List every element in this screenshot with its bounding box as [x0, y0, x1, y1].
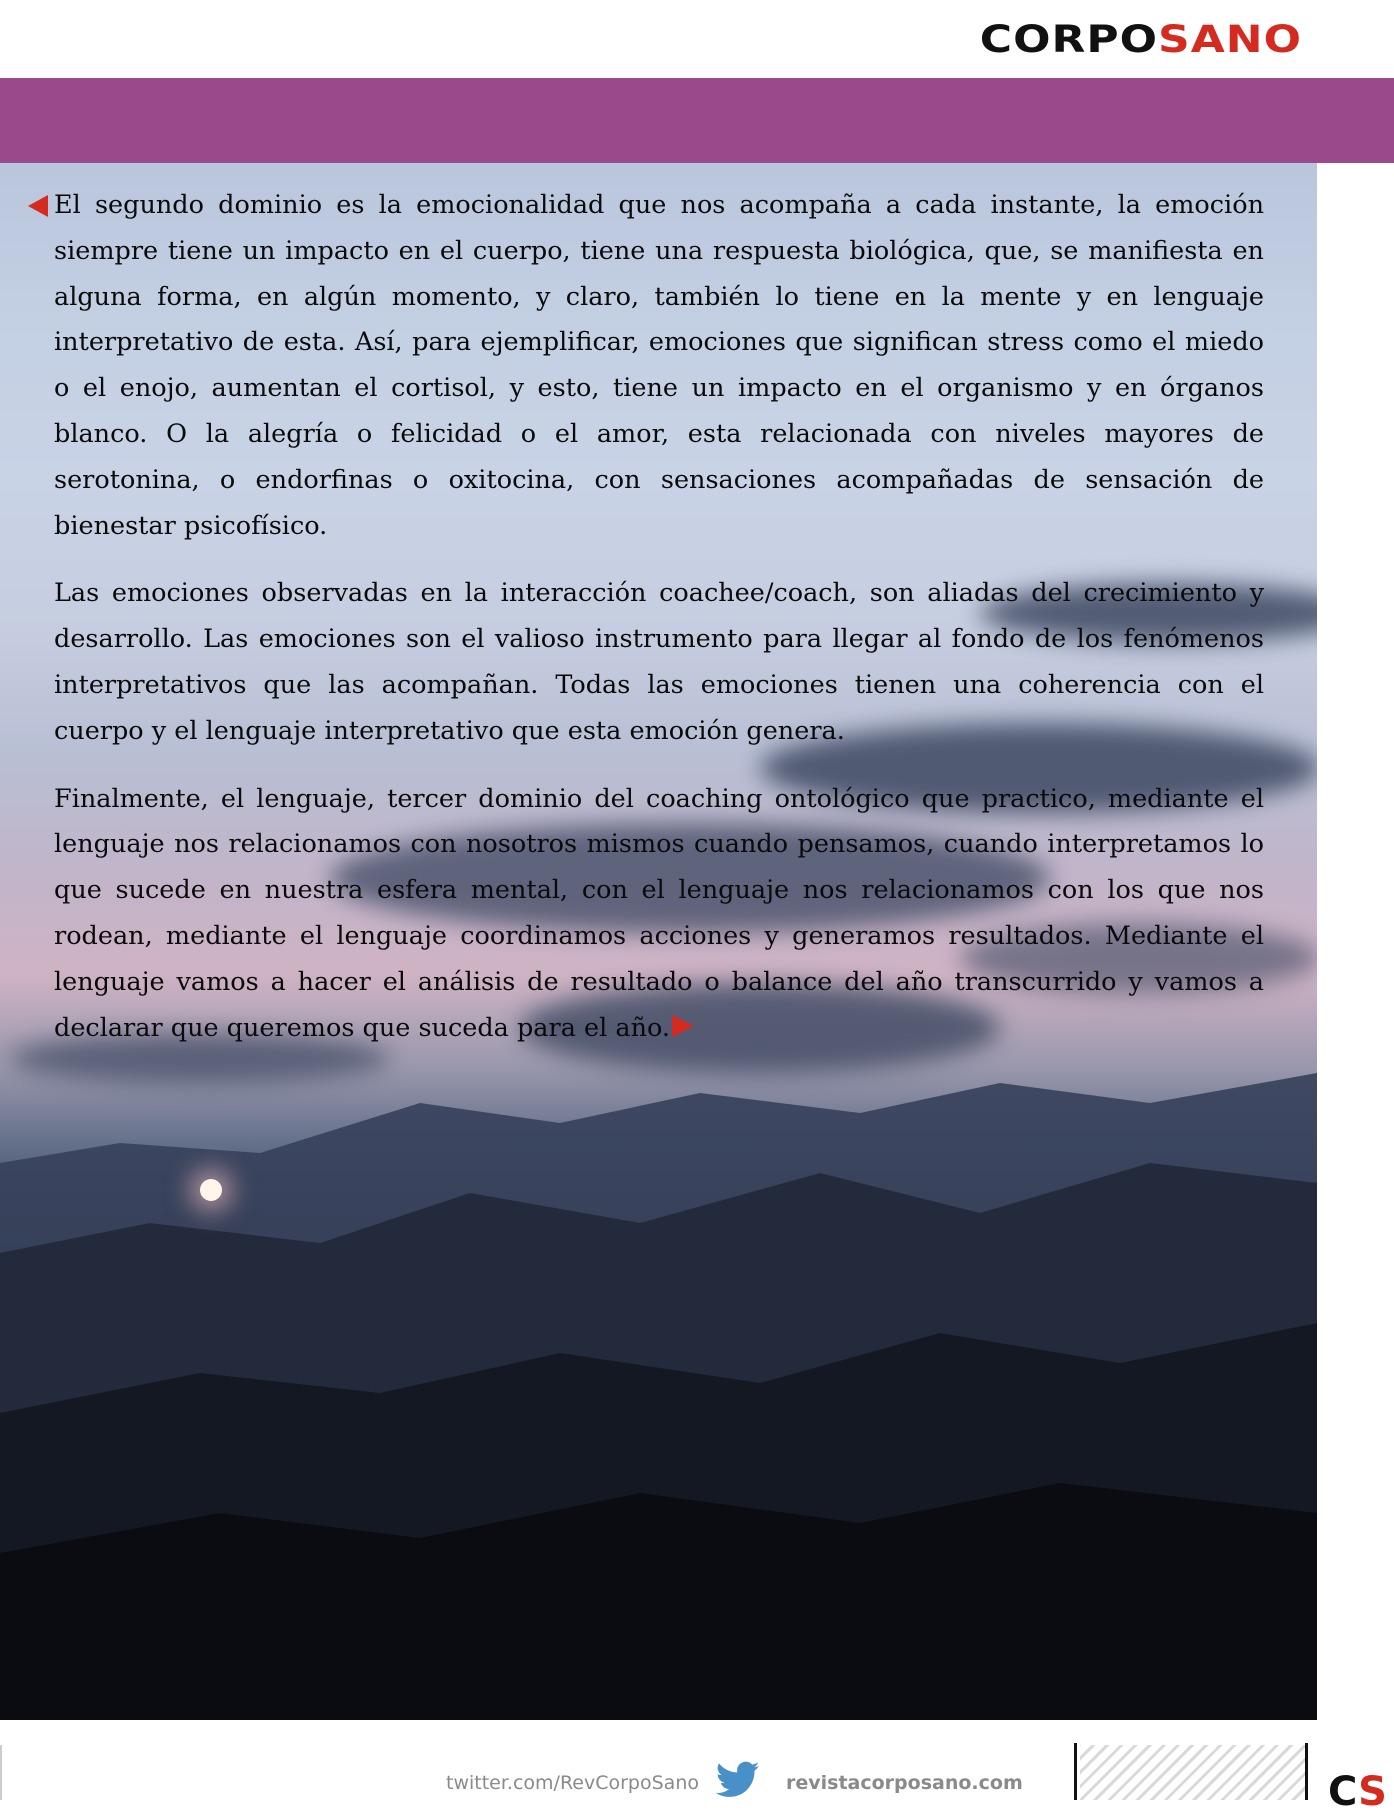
header-band — [0, 78, 1394, 163]
footer-stripes — [1080, 1745, 1305, 1800]
article-body — [54, 183, 1264, 1073]
footer-divider — [1074, 1743, 1077, 1800]
logo-sano: SANO — [1158, 18, 1302, 62]
cs-badge-logo — [1328, 1769, 1387, 1815]
footer-left-rule — [0, 1745, 2, 1800]
triangle-right-icon — [672, 1015, 694, 1037]
paragraph-1 — [54, 183, 1264, 549]
badge-c: C — [1328, 1769, 1359, 1815]
mountain-silhouette — [0, 993, 1317, 1720]
twitter-link[interactable]: twitter.com/RevCorpoSano — [446, 1772, 699, 1794]
paragraph-3 — [54, 777, 1264, 1052]
paragraph-2: Las emociones observadas en la interacción coachee/coach, son aliadas del crecimiento y desarrollo. Las emociones son el valioso instrumento para llegar al fondo de los fenómenos interpretativos que las acompañan. Todas las emociones tienen una coherencia con el cuerpo y el lenguaje interpretativo que esta emoción genera. — [54, 578, 1264, 746]
corposano-logo — [980, 18, 1302, 62]
website-link[interactable]: revistacorposano.com — [786, 1772, 1023, 1794]
triangle-left-icon — [28, 195, 48, 217]
paragraph-3-text: Finalmente, el lenguaje, tercer dominio del coaching ontológico que practico, mediante el lenguaje nos relacionamos con nosotros mismos cuando pensamos, cuando interpretamos lo que sucede en nuestra esfera mental, con el lenguaje nos relacionamos con los que nos rodean, mediante el lenguaje coordinamos acciones y generamos resultados. Mediante el lenguaje vamos a hacer el análisis de resultado o balance del año transcurrido y vamos a declarar que queremos que suceda para el año. — [54, 783, 1264, 1043]
footer-divider-2 — [1305, 1743, 1308, 1800]
logo-corpo: CORPO — [979, 18, 1159, 62]
sun — [200, 1179, 222, 1201]
badge-s: S — [1358, 1769, 1387, 1815]
paragraph-1-text: El segundo dominio es la emocionalidad que nos acompaña a cada instante, la emoción siempre tiene un impacto en el cuerpo, tiene una respuesta biológica, que, se manifiesta en alguna forma, en algún momento, y claro, también lo tiene en la mente y en lenguaje interpretativo de esta. Así, para ejemplificar, emociones que significan stress como el miedo o el enojo, aumentan el cortisol, y esto, tiene un impacto en el organismo y en órganos blanco. O la alegría o felicidad o el amor, esta relacionada con niveles mayores de serotonina, o endorfinas o oxitocina, con sensaciones acompañadas de sensación de bienestar psicofísico. — [54, 190, 1264, 541]
twitter-bird-icon[interactable] — [716, 1760, 760, 1800]
